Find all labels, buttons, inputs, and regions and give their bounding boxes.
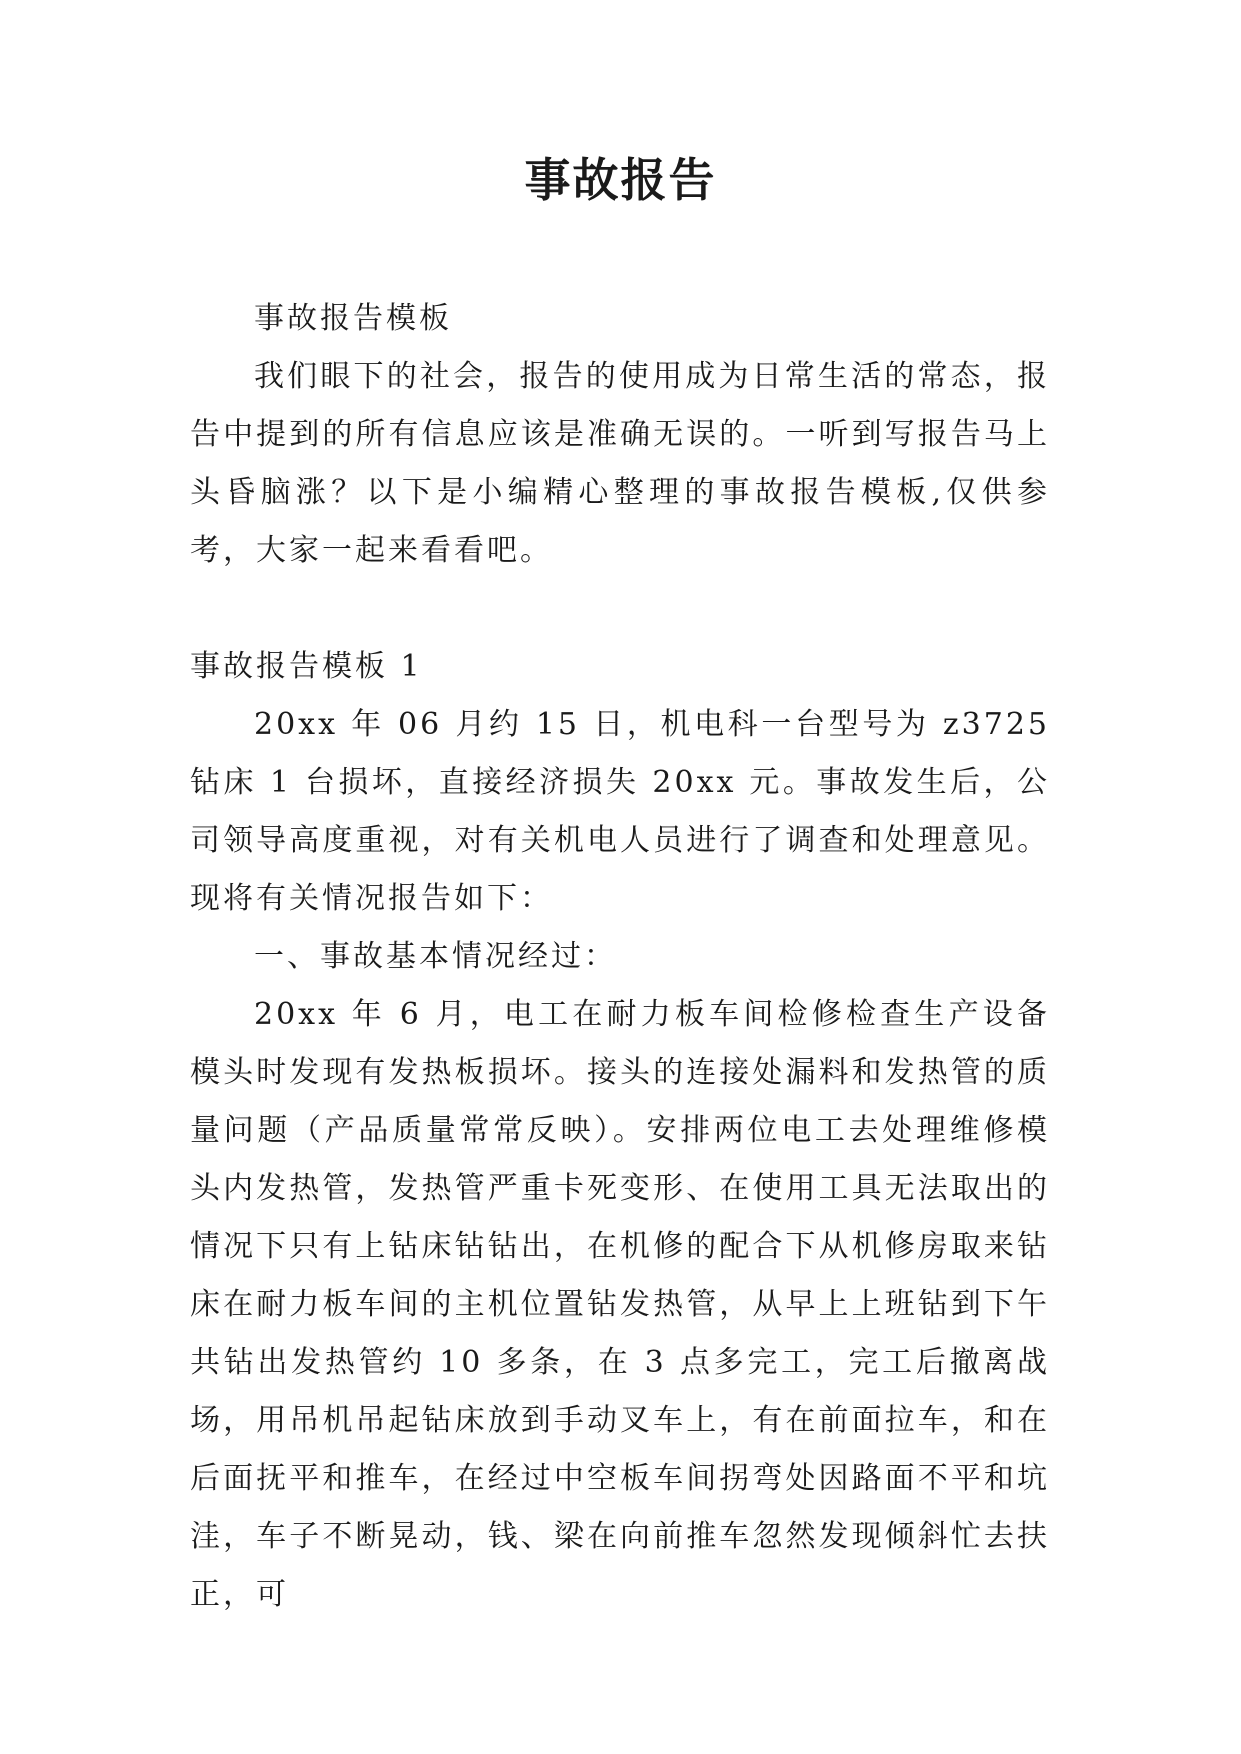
document-body	[190, 290, 1050, 1624]
intro-paragraph: 我们眼下的社会，报告的使用成为日常生活的常态，报告中提到的所有信息应该是准确无误的。一听到写报告马上头昏脑涨？以下是小编精心整理的事故报告模板,仅供参考，大家一起来看看吧。	[190, 359, 1050, 568]
document-title: 事故报告	[524, 153, 717, 207]
subtitle-paragraph: 事故报告模板	[254, 301, 452, 336]
details-paragraph: 20xx 年 6 月，电工在耐力板车间检修检查生产设备模头时发现有发热板损坏。接头的连接处漏料和发热管的质量问题（产品质量常常反映）。安排两位电工去处理维修模头内发热管，发热管严重卡死变形、在使用工具无法取出的情况下只有上钻床钻钻出，在机修的配合下从机修房取来钻床在耐力板车间的主机位置钻发热管，从早上上班钻到下午共钻出发热管约 10 多条，在 3 点多完工，完工后撤离战场，用吊机吊起钻床放到手动叉车上，有在前面拉车，和在后面抚平和推车，在经过中空板车间拐弯处因路面不平和坑洼，车子不断晃动，钱、梁在向前推车忽然发现倾斜忙去扶正，可	[190, 997, 1050, 1612]
summary-paragraph: 20xx 年 06 月约 15 日，机电科一台型号为 z3725 钻床 1 台损坏，直接经济损失 20xx 元。事故发生后，公司领导高度重视，对有关机电人员进行了调查和处理意见。现将有关情况报告如下：	[190, 707, 1050, 916]
subsection-heading: 一、事故基本情况经过：	[254, 939, 617, 974]
section-heading: 事故报告模板 1	[190, 649, 423, 684]
